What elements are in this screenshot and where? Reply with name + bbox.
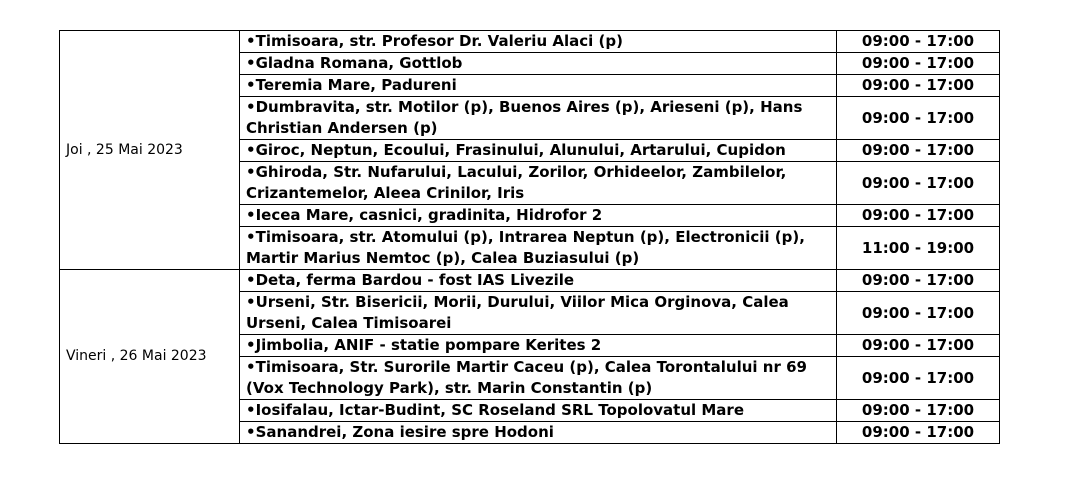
date-cell: Joi , 25 Mai 2023 — [60, 31, 240, 270]
time-interval-cell: 09:00 - 17:00 — [837, 400, 1000, 422]
location-cell: •Timisoara, str. Profesor Dr. Valeriu Alaci (p) — [240, 31, 837, 53]
time-interval-cell: 09:00 - 17:00 — [837, 335, 1000, 357]
time-interval-cell: 09:00 - 17:00 — [837, 75, 1000, 97]
location-cell: •Timisoara, Str. Surorile Martir Caceu (p), Calea Torontalului nr 69 (Vox Technology Park), str. Marin Constantin (p) — [240, 357, 837, 400]
time-interval-cell: 09:00 - 17:00 — [837, 53, 1000, 75]
location-cell: •Dumbravita, str. Motilor (p), Buenos Aires (p), Arieseni (p), Hans Christian Andersen (p) — [240, 97, 837, 140]
location-cell: •Teremia Mare, Padureni — [240, 75, 837, 97]
table-row — [60, 270, 1000, 292]
location-cell: •Ghiroda, Str. Nufarului, Lacului, Zorilor, Orhideelor, Zambilelor, Crizantemelor, Aleea Crinilor, Iris — [240, 162, 837, 205]
location-cell: •Timisoara, str. Atomului (p), Intrarea Neptun (p), Electronicii (p), Martir Marius Nemtoc (p), Calea Buziasului (p) — [240, 227, 837, 270]
time-interval-cell: 09:00 - 17:00 — [837, 162, 1000, 205]
time-interval-cell: 11:00 - 19:00 — [837, 227, 1000, 270]
location-cell: •Deta, ferma Bardou - fost IAS Livezile — [240, 270, 837, 292]
date-cell: Vineri , 26 Mai 2023 — [60, 270, 240, 444]
time-interval-cell: 09:00 - 17:00 — [837, 357, 1000, 400]
time-interval-cell: 09:00 - 17:00 — [837, 140, 1000, 162]
time-interval-cell: 09:00 - 17:00 — [837, 270, 1000, 292]
location-cell: •Sanandrei, Zona iesire spre Hodoni — [240, 422, 837, 444]
location-cell: •Iecea Mare, casnici, gradinita, Hidrofor 2 — [240, 205, 837, 227]
location-cell: •Giroc, Neptun, Ecoului, Frasinului, Alunului, Artarului, Cupidon — [240, 140, 837, 162]
time-interval-cell: 09:00 - 17:00 — [837, 292, 1000, 335]
time-interval-cell: 09:00 - 17:00 — [837, 422, 1000, 444]
location-cell: •Jimbolia, ANIF - statie pompare Kerites 2 — [240, 335, 837, 357]
location-cell: •Gladna Romana, Gottlob — [240, 53, 837, 75]
table-row — [60, 31, 1000, 53]
time-interval-cell: 09:00 - 17:00 — [837, 205, 1000, 227]
time-interval-cell: 09:00 - 17:00 — [837, 97, 1000, 140]
time-interval-cell: 09:00 - 17:00 — [837, 31, 1000, 53]
location-cell: •Urseni, Str. Bisericii, Morii, Durului, Viilor Mica Orginova, Calea Urseni, Calea Timisoarei — [240, 292, 837, 335]
location-cell: •Iosifalau, Ictar-Budint, SC Roseland SRL Topolovatul Mare — [240, 400, 837, 422]
outage-schedule-table — [59, 30, 1000, 444]
